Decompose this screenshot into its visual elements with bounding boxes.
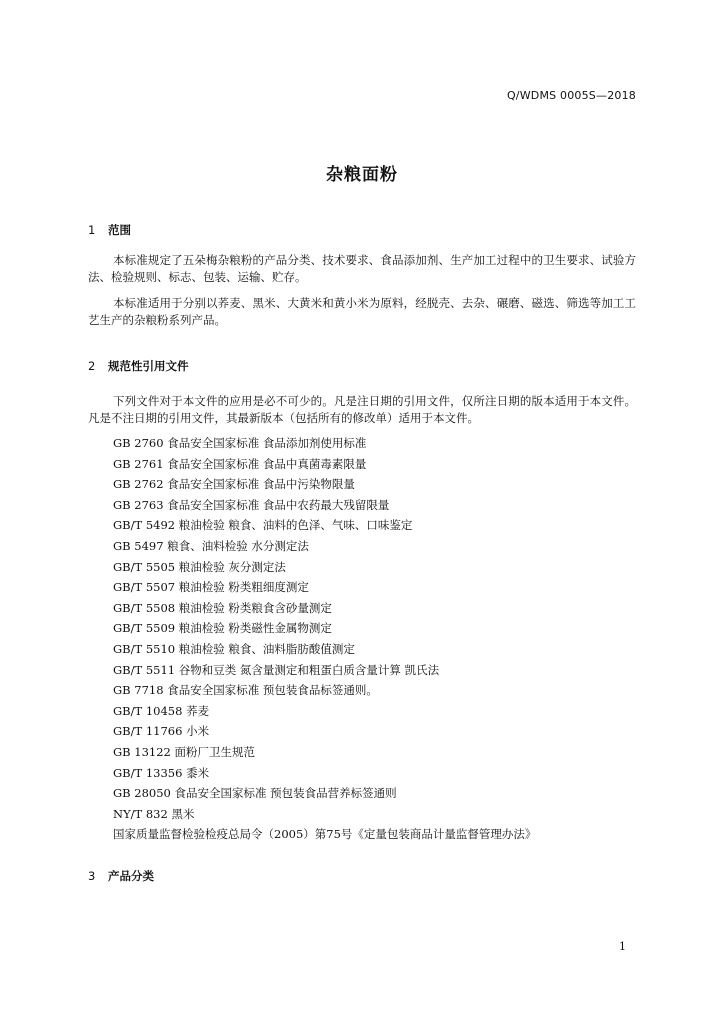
reference-item: GB/T 13356 黍米 — [113, 765, 210, 780]
section-3-heading — [88, 868, 154, 884]
scope-paragraph-1: 本标准规定了五朵梅杂粮粉的产品分类、技术要求、食品添加剂、生产加工过程中的卫生要求、试验方法、检验规则、标志、包装、运输、贮存。 — [88, 253, 636, 284]
section-1-number: 1 — [88, 223, 96, 237]
section-1-heading — [88, 222, 131, 238]
section-3-number: 3 — [88, 869, 96, 883]
reference-item: GB/T 5510 粮油检验 粮食、油料脂肪酸值测定 — [113, 641, 355, 656]
reference-item: NY/T 832 黑米 — [113, 806, 195, 821]
normative-references-intro: 下列文件对于本文件的应用是必不可少的。凡是注日期的引用文件，仅所注日期的版本适用于本文件。凡是不注日期的引用文件，其最新版本（包括所有的修改单）适用于本文件。 — [88, 394, 636, 425]
reference-item: GB 5497 粮食、油料检验 水分测定法 — [113, 538, 309, 553]
reference-item: GB 2761 食品安全国家标准 食品中真菌毒素限量 — [113, 456, 367, 471]
reference-item: 国家质量监督检验检疫总局令（2005）第75号《定量包装商品计量监督管理办法》 — [113, 827, 537, 842]
section-1-title: 范围 — [108, 223, 131, 237]
reference-item: GB/T 10458 荞麦 — [113, 703, 210, 718]
section-2-number: 2 — [88, 359, 96, 373]
reference-item: GB/T 11766 小米 — [113, 724, 210, 739]
reference-item: GB/T 5508 粮油检验 粉类粮食含砂量测定 — [113, 600, 332, 615]
reference-item: GB 7718 食品安全国家标准 预包装食品标签通则。 — [113, 683, 378, 698]
reference-item: GB/T 5511 谷物和豆类 氮含量测定和粗蛋白质含量计算 凯氏法 — [113, 662, 440, 677]
reference-item: GB/T 5492 粮油检验 粮食、油料的色泽、气味、口味鉴定 — [113, 518, 413, 533]
scope-paragraph-2: 本标准适用于分别以荞麦、黑米、大黄米和黄小米为原料，经脱壳、去杂、碾磨、磁选、筛选等加工工艺生产的杂粮粉系列产品。 — [88, 296, 636, 327]
reference-item: GB/T 5507 粮油检验 粉类粗细度测定 — [113, 580, 309, 595]
page-number: 1 — [619, 940, 626, 953]
reference-item: GB 2762 食品安全国家标准 食品中污染物限量 — [113, 477, 355, 492]
section-3-title: 产品分类 — [108, 869, 154, 883]
reference-item: GB 2763 食品安全国家标准 食品中农药最大残留限量 — [113, 497, 390, 512]
section-2-title: 规范性引用文件 — [108, 359, 189, 373]
reference-item: GB 2760 食品安全国家标准 食品添加剂使用标准 — [113, 436, 367, 450]
document-title: 杂粮面粉 — [326, 165, 398, 185]
section-2-heading — [88, 358, 189, 374]
reference-item: GB 28050 食品安全国家标准 预包装食品营养标签通则 — [113, 786, 397, 801]
reference-item: GB/T 5505 粮油检验 灰分测定法 — [113, 559, 286, 574]
reference-item: GB/T 5509 粮油检验 粉类磁性金属物测定 — [113, 621, 332, 636]
standard-code: Q/WDMS 0005S—2018 — [506, 89, 636, 102]
reference-list — [113, 433, 536, 845]
reference-item: GB 13122 面粉厂卫生规范 — [113, 744, 256, 759]
